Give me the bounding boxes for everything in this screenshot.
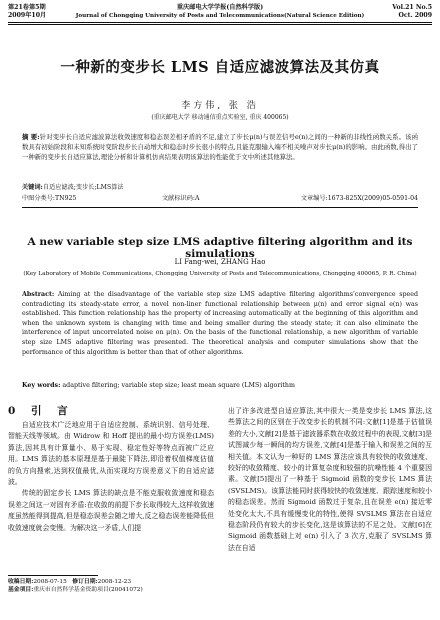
body-column-left (8, 420, 214, 534)
header-rule (8, 22, 432, 23)
header-volume: 第21卷第5期 (8, 4, 46, 11)
keywords-en-label: Key words: (22, 382, 61, 389)
paragraph: 出了许多改进型自适应算法,其中很大一类是变步长 LMS 算法,这些算法之间的区别在于改变步长的机制不同:文献[1]是基于估值误差的大小,文献[2]是基于滤波器系数在收敛过程中的表现,文献[3]是试图减少每一瞬间的均方误差,文献[4]是基于输入和误差之间的互相关值。本文认为一种好的 LMS 算法应该具有较快的收敛速度、较好的收敛精度、较小的计算复杂度和较强的抗噪性能 4 个重要因素。文献[5]提出了一种基于 Sigmoid 函数的变步长 LMS 算法(SVSLMS)。该算法能同时获得较快的收敛速度、跟踪速度和较小的稳态误差。然而 Sigmoid 函数过于复杂,且在误差 e(n) 接近零处变化太大,不具有缓慢变化的特性,使得 SVSLMS 算法在自适应稳态阶段仍有较大的步长变化,这是该算法的不足之处。文献[6]在 Sigmoid 函数基础上对 e(n) 引入了 3 次方,克服了 SVSLMS 算法在自适 (228, 407, 432, 552)
running-header (8, 4, 432, 30)
authors-en: LI Fang-wei, ZHANG Hao (174, 258, 266, 266)
affiliation-cn: (重庆邮电大学 移动通信重点实验室, 重庆 400065) (151, 114, 289, 121)
abstract-en-label: Abstract: (22, 291, 55, 298)
paper-title-en: A new variable step size LMS adaptive filtering algorithm and its simulations (27, 236, 413, 260)
fund-text: 重庆市自然科学基金资助项目(20041072) (33, 587, 143, 594)
footnote-rule (8, 575, 98, 576)
abstract-cn (22, 132, 418, 162)
header-right (392, 4, 432, 20)
fund-label: 基金项目: (8, 587, 34, 594)
article-number: 文章编号:1673-825X(2009)05-0591-04 (300, 195, 418, 202)
revised-label: 修订日期: (72, 579, 98, 585)
classification-row (22, 193, 418, 203)
paragraph: 自适应技术广泛地应用于自适应控制、系统识别、信号处理、智能天线等领域。由 Widrow 和 Hoff 提出的最小均方误差(LMS)算法,因其具有计算量小、易于实现、稳定性好等特点而被广泛应用。LMS 算法的基本原理是基于最陡下降法,即沿着权值梯度估值的负方向搜索,达到权值最优,从而实现均方误差意义下的自适应滤波。 (8, 421, 214, 487)
authors-cn: 李方伟, 张 浩 (181, 101, 259, 111)
section-title: 引 言 (30, 405, 74, 417)
document-code: 文献标识码:A (162, 195, 200, 202)
keywords-cn-text: 自适应滤波;变步长;LMS算法 (42, 184, 124, 191)
journal-name-cn: 重庆邮电大学学报(自然科学版) (176, 4, 264, 11)
abstract-rule (22, 207, 418, 208)
body-column-right (228, 406, 432, 554)
journal-name-en: Journal of Chongqing University of Posts and Telecommunications(Natural Science Edition) (75, 13, 365, 19)
affiliation-en: (Key Laboratory of Mobile Communications, Chongqing University of Posts and Telecommunications, Chongqing 400065, P. R. China) (23, 271, 417, 277)
abstract-en-text: Aiming at the disadvantage of the variable step size LMS adaptive filtering algorithms’convergence speed contradicting its steady-state error, a novel non-liner functional relationship between μ(n) and error signal e(n) was established. This function relationship has the property of increasing automatically at the beginning of this algorithm and when the unknown system is changing with time and being smaller during the steady state; it can also eliminate the interference of input uncorrelated noise on μ(n). On the basis of the functional relationship, a new algorithm of variable step size LMS adaptive filtering was presented. The theoretical analysis and computer simulations show that the performance of this algorithm is better than that of other algorithms. (22, 291, 418, 356)
footnote-fund (8, 586, 214, 594)
paragraph: 传统的固定步长 LMS 算法的缺点是不能克服收敛速度和稳态误差之间这一对固有矛盾:在收敛的前提下步长取得较大,这样收敛速度虽然能得到提高,但是稳态误差会随之增大,反之稳态误差能降低但收敛速度就会变慢。为解决这一矛盾,人们提 (8, 489, 214, 532)
header-rule-thin (8, 24, 432, 25)
revised-date: 2008-12-23 (97, 579, 132, 585)
received-label: 收稿日期: (8, 579, 34, 585)
abstract-cn-text: 针对变步长自适应滤波算法收敛速度和稳态误差相矛盾的不足,建立了步长μ(n)与误差信号e(n)之间的一种新的非线性函数关系。该函数具有初始阶段和未知系统时变阶段步长自动增大和稳态时步长很小的特点,且能克服输入端不相关噪声对步长μ(n)的影响。由此函数,得出了一种新的变步长自适应算法,理论分析和计算机仿真结果表明该算法的性能优于文中所述其他算法。 (22, 133, 418, 161)
section-number: 0 (8, 405, 22, 417)
abstract-en (22, 290, 418, 357)
header-date-cn: 2009年10月 (8, 12, 47, 19)
keywords-en (22, 382, 418, 389)
received-date: 2008-07-15 (33, 579, 67, 585)
footnote-dates (8, 578, 214, 586)
header-date-en: Oct. 2009 (398, 12, 432, 19)
keywords-cn-label: 关键词: (22, 184, 43, 191)
abstract-cn-label: 摘 要: (22, 133, 40, 141)
clc-number: 中图分类号:TN925 (22, 195, 77, 202)
paper-title-cn: 一种新的变步长 LMS 自适应滤波算法及其仿真 (60, 59, 380, 76)
header-center (8, 4, 432, 20)
footnote (8, 578, 214, 595)
keywords-en-text: adaptive filtering; variable step size; least mean square (LMS) algorithm (62, 382, 295, 389)
keywords-cn (22, 182, 418, 191)
section-heading (8, 403, 74, 418)
header-vol-no: Vol.21 No.5 (392, 4, 432, 11)
